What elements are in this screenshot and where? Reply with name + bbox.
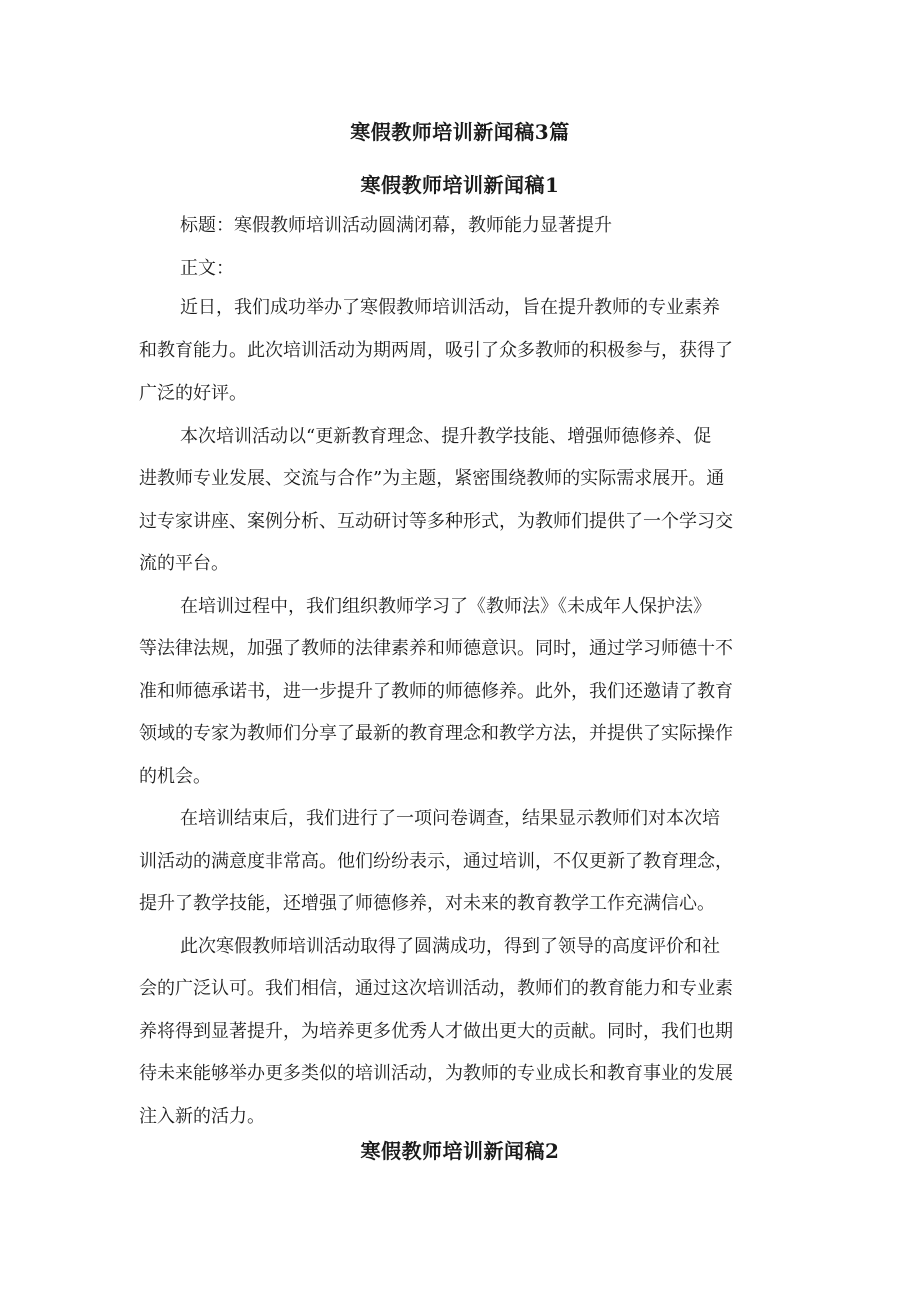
paragraph-2-line-4: 流的平台。: [139, 553, 229, 574]
paragraph-3-line-5: 的机会。: [139, 766, 211, 787]
paragraph-4-line-2: 训活动的满意度非常高。他们纷纷表示，通过培训，不仅更新了教育理念，: [139, 851, 733, 872]
section-2-title: 寒假教师培训新闻稿2: [360, 1139, 560, 1163]
paragraph-1-line-3: 广泛的好评。: [139, 383, 247, 404]
paragraph-4-line-3: 提升了教学技能，还增强了师德修养，对未来的教育教学工作充满信心。: [139, 893, 715, 914]
headline-line: 标题：寒假教师培训活动圆满闭幕，教师能力显著提升: [180, 215, 612, 236]
paragraph-3-line-3: 准和师德承诺书，进一步提升了教师的师德修养。此外，我们还邀请了教育: [139, 681, 733, 702]
document-title: 寒假教师培训新闻稿3篇: [350, 120, 570, 144]
paragraph-2-line-2: 进教师专业发展、交流与合作”为主题，紧密围绕教师的实际需求展开。通: [139, 468, 725, 489]
paragraph-5-line-4: 待未来能够举办更多类似的培训活动，为教师的专业成长和教育事业的发展: [139, 1063, 733, 1084]
paragraph-3-line-1: 在培训过程中，我们组织教师学习了《教师法》《未成年人保护法》: [180, 596, 711, 617]
paragraph-5-line-5: 注入新的活力。: [139, 1106, 265, 1127]
paragraph-3-line-2: 等法律法规，加强了教师的法律素养和师德意识。同时，通过学习师德十不: [139, 638, 733, 659]
paragraph-2-line-1: 本次培训活动以“更新教育理念、提升教学技能、增强师德修养、促: [180, 426, 712, 447]
section-1-title: 寒假教师培训新闻稿1: [360, 173, 560, 197]
paragraph-4-line-1: 在培训结束后，我们进行了一项问卷调查，结果显示教师们对本次培: [180, 808, 720, 829]
paragraph-5-line-3: 养将得到显著提升，为培养更多优秀人才做出更大的贡献。同时，我们也期: [139, 1021, 733, 1042]
paragraph-1-line-1: 近日，我们成功举办了寒假教师培训活动，旨在提升教师的专业素养: [180, 297, 720, 318]
paragraph-5-line-1: 此次寒假教师培训活动取得了圆满成功，得到了领导的高度评价和社: [180, 936, 720, 957]
body-label: 正文：: [180, 258, 234, 279]
paragraph-3-line-4: 领域的专家为教师们分享了最新的教育理念和教学方法，并提供了实际操作: [139, 723, 733, 744]
paragraph-5-line-2: 会的广泛认可。我们相信，通过这次培训活动，教师们的教育能力和专业素: [139, 978, 733, 999]
paragraph-2-line-3: 过专家讲座、案例分析、互动研讨等多种形式，为教师们提供了一个学习交: [139, 511, 733, 532]
paragraph-1-line-2: 和教育能力。此次培训活动为期两周，吸引了众多教师的积极参与，获得了: [139, 340, 733, 361]
